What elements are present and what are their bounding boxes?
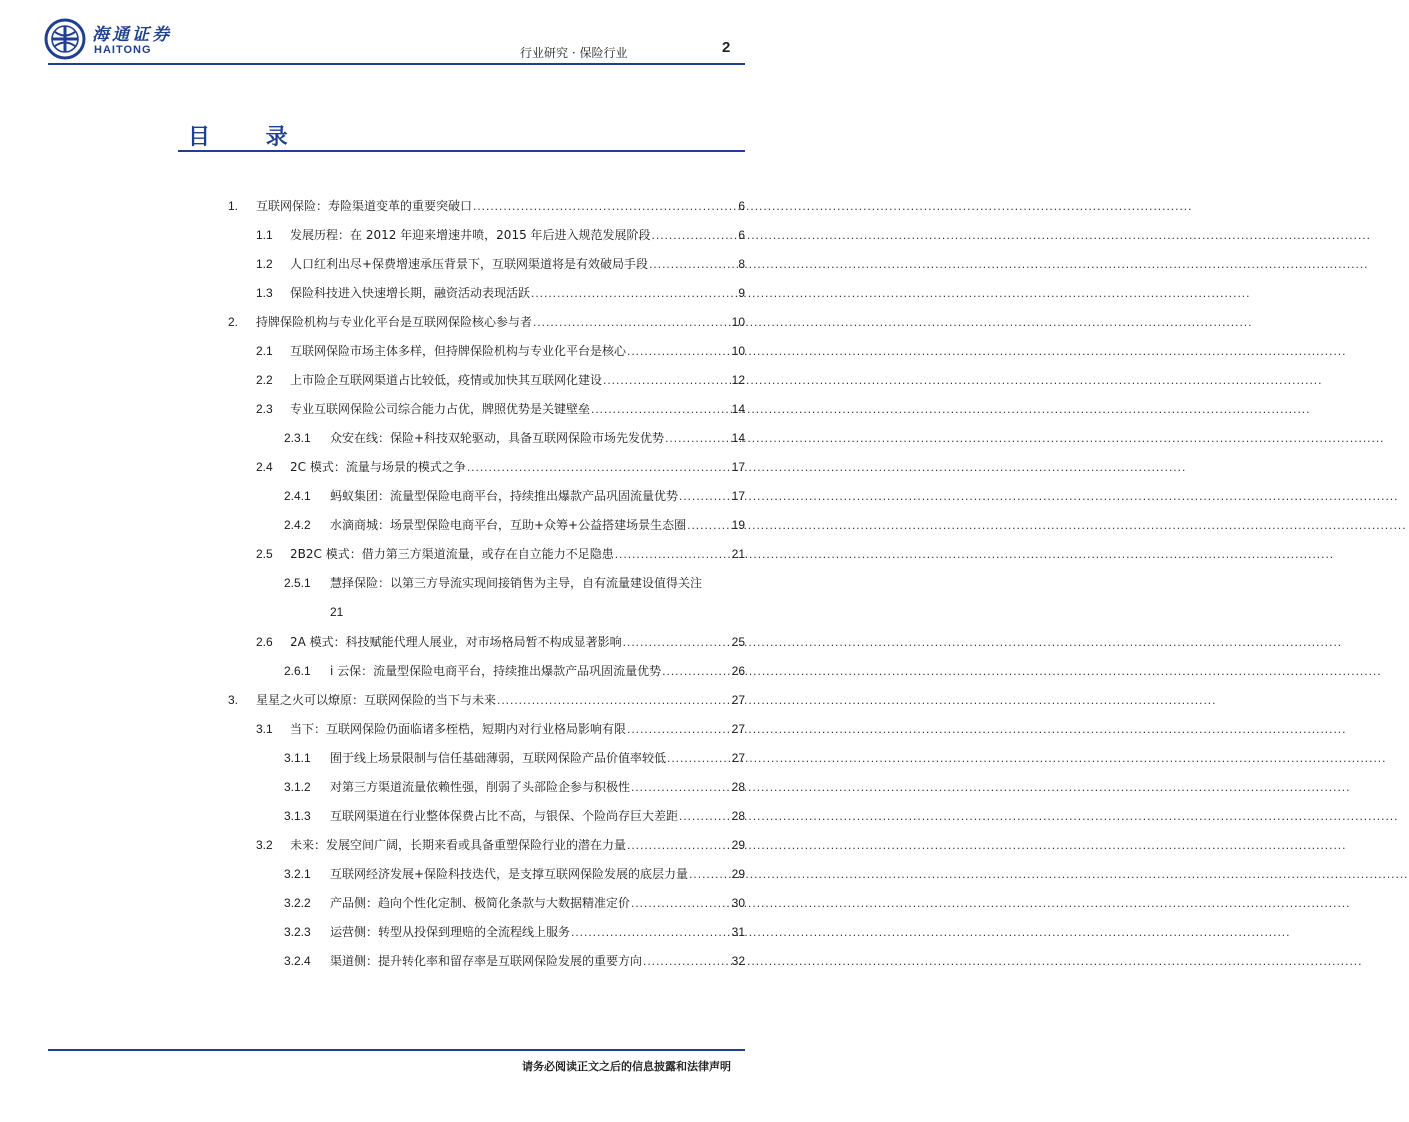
toc-entry-number: 2.1 [256, 344, 273, 358]
toc-entry[interactable] [256, 721, 745, 737]
toc-entry-text: 未来：发展空间广阔，长期来看或具备重塑保险行业的潜在力量 [290, 838, 627, 852]
toc-entry-page: 25 [731, 635, 745, 649]
toc-leader-dots [687, 517, 731, 533]
toc-entry-page: 6 [738, 199, 745, 213]
toc-leader-dots [643, 953, 731, 969]
toc-entry-text: 保险科技进入快速增长期，融资活动表现活跃 [290, 286, 531, 300]
toc-entry-number: 2.5 [256, 547, 273, 561]
toc-entry-page: 14 [731, 431, 745, 445]
footer-divider [48, 1049, 745, 1051]
toc-entry-text: 人口红利出尽+保费增速承压背景下，互联网渠道将是有效破局手段 [290, 257, 649, 271]
toc-leader-dots [615, 546, 731, 562]
toc-entry[interactable] [256, 343, 745, 359]
toc-entry-page: 27 [731, 722, 745, 736]
toc-entry-text: 星星之火可以燎原：互联网保险的当下与未来 [256, 693, 497, 707]
toc-entry-number: 1.2 [256, 257, 273, 271]
toc-entry-text: 慧择保险：以第三方导流实现间接销售为主导，自有流量建设值得关注 [330, 576, 703, 590]
toc-entry[interactable] [284, 750, 745, 766]
toc-entry-number: 2. [228, 315, 239, 329]
toc-leader-dots [467, 459, 731, 475]
toc-leader-dots [627, 721, 731, 737]
toc-entry-page: 19 [731, 518, 745, 532]
toc-entry[interactable] [256, 837, 745, 853]
toc-leader-dots [571, 924, 731, 940]
toc-entry-page: 9 [738, 286, 745, 300]
toc-entry-page[interactable]: 21 [330, 605, 344, 619]
toc-entry-page: 17 [731, 460, 745, 474]
toc-entry-number: 3.2.1 [284, 867, 311, 881]
toc-entry-text: 持牌保险机构与专业化平台是互联网保险核心参与者 [256, 315, 533, 329]
toc-entry-text: 运营侧：转型从投保到理赔的全流程线上服务 [330, 925, 571, 939]
toc-leader-dots [473, 198, 737, 214]
toc-entry-text: 2B2C 模式：借力第三方渠道流量，或存在自立能力不足隐患 [290, 547, 614, 561]
toc-entry-page: 29 [731, 867, 745, 881]
toc-leader-dots [533, 314, 731, 330]
toc-entry-page: 31 [731, 925, 745, 939]
toc-entry-page: 27 [731, 693, 745, 707]
toc-leader-dots [627, 343, 731, 359]
toc-entry[interactable] [228, 692, 745, 708]
toc-entry-text: 蚂蚁集团：流量型保险电商平台，持续推出爆款产品巩固流量优势 [330, 489, 679, 503]
toc-entry[interactable] [256, 401, 745, 417]
toc-leader-dots [531, 285, 737, 301]
toc-leader-dots [497, 692, 731, 708]
toc-leader-dots [623, 634, 731, 650]
page-number: 2 [722, 39, 731, 56]
toc-entry-number: 3. [228, 693, 239, 707]
toc-entry[interactable] [284, 663, 745, 679]
toc-title: 目 录 [188, 125, 312, 150]
toc-entry[interactable] [228, 198, 745, 214]
toc-leader-dots [631, 779, 731, 795]
toc-leader-dots [679, 808, 731, 824]
toc-entry-number: 2.4.1 [284, 489, 311, 503]
toc-leader-dots [662, 663, 730, 679]
toc-entry-number: 1. [228, 199, 239, 213]
toc-entry[interactable] [284, 779, 745, 795]
toc-entry-number: 2.6 [256, 635, 273, 649]
toc-entry-text: 互联网保险：寿险渠道变革的重要突破口 [256, 199, 473, 213]
toc-entry-page: 27 [731, 751, 745, 765]
toc-entry-text: 水滴商城：场景型保险电商平台，互助+众筹+公益搭建场景生态圈 [330, 518, 687, 532]
toc-entry[interactable] [256, 634, 745, 650]
toc-entry-page: 12 [731, 373, 745, 387]
toc-entry-page: 10 [731, 344, 745, 358]
toc-entry-number: 3.1.3 [284, 809, 311, 823]
toc-entry-text: 众安在线：保险+科技双轮驱动，具备互联网保险市场先发优势 [330, 431, 665, 445]
toc-leader-dots [649, 256, 737, 272]
toc-entry-number: 3.2.4 [284, 954, 311, 968]
toc-leader-dots [679, 488, 731, 504]
toc-entry-number: 3.1.2 [284, 780, 311, 794]
toc-entry-page: 14 [731, 402, 745, 416]
toc-entry[interactable] [284, 575, 745, 591]
toc-entry-number: 2.5.1 [284, 576, 311, 590]
logo-english-text: HAITONG [94, 44, 152, 56]
toc-entry[interactable] [256, 227, 745, 243]
toc-leader-dots [667, 750, 731, 766]
toc-leader-dots [665, 430, 731, 446]
toc-entry-number: 2.3 [256, 402, 273, 416]
toc-entry-text: 对第三方渠道流量依赖性强，削弱了头部险企参与积极性 [330, 780, 631, 794]
toc-entry-text: 互联网保险市场主体多样，但持牌保险机构与专业化平台是核心 [290, 344, 627, 358]
toc-entry-text: 互联网经济发展+保险科技迭代，是支撑互联网保险发展的底层力量 [330, 867, 689, 881]
toc-entry[interactable] [284, 953, 745, 969]
toc-entry[interactable] [284, 895, 745, 911]
toc-entry[interactable] [256, 256, 745, 272]
toc-entry[interactable] [284, 430, 745, 446]
toc-entry-page: 21 [731, 547, 745, 561]
toc-entry-text: 专业互联网保险公司综合能力占优，牌照优势是关键壁垒 [290, 402, 591, 416]
toc-leader-dots [631, 895, 731, 911]
toc-entry-page: 6 [738, 228, 745, 242]
toc-entry[interactable] [284, 808, 745, 824]
toc-entry[interactable] [256, 285, 745, 301]
toc-entry-number: 2.6.1 [284, 664, 311, 678]
toc-entry[interactable] [256, 372, 745, 388]
footer-disclaimer: 请务必阅读正文之后的信息披露和法律声明 [522, 1060, 731, 1073]
toc-entry[interactable] [284, 866, 745, 882]
toc-entry-number: 1.3 [256, 286, 273, 300]
toc-entry-page: 8 [738, 257, 745, 271]
toc-entry-page: 10 [731, 315, 745, 329]
toc-entry-number: 3.1.1 [284, 751, 311, 765]
toc-entry-text: 囿于线上场景限制与信任基础薄弱，互联网保险产品价值率较低 [330, 751, 667, 765]
toc-entry-page: 28 [731, 780, 745, 794]
toc-entry-text: 当下：互联网保险仍面临诸多桎梏，短期内对行业格局影响有限 [290, 722, 627, 736]
logo-chinese-text: 海通证券 [92, 25, 172, 45]
toc-entry[interactable] [284, 517, 745, 533]
report-category: 行业研究 · 保险行业 [520, 46, 628, 60]
toc-entry-text: 产品侧：趋向个性化定制、极简化条款与大数据精准定价 [330, 896, 631, 910]
toc-entry-text: 渠道侧：提升转化率和留存率是互联网保险发展的重要方向 [330, 954, 643, 968]
toc-entry-text: i 云保：流量型保险电商平台，持续推出爆款产品巩固流量优势 [330, 664, 662, 678]
toc-entry[interactable] [256, 459, 745, 475]
toc-entry-number: 3.1 [256, 722, 273, 736]
toc-entry-number: 2.2 [256, 373, 273, 387]
toc-entry-text: 发展历程：在 2012 年迎来增速井喷，2015 年后进入规范发展阶段 [290, 228, 651, 242]
toc-entry-text: 2A 模式：科技赋能代理人展业，对市场格局暂不构成显著影响 [290, 635, 622, 649]
toc-entry-page: 26 [731, 664, 745, 678]
toc-entry[interactable] [256, 546, 745, 562]
toc-entry-page: 28 [731, 809, 745, 823]
toc-entry-number: 1.1 [256, 228, 273, 242]
toc-entry[interactable] [284, 488, 745, 504]
toc-entry[interactable] [284, 924, 745, 940]
toc-entry-number: 3.2.3 [284, 925, 311, 939]
toc-entry-text: 2C 模式：流量与场景的模式之争 [290, 460, 466, 474]
toc-leader-dots [689, 866, 731, 882]
toc-entry-page: 17 [731, 489, 745, 503]
toc-entry[interactable] [228, 314, 745, 330]
toc-leader-dots [603, 372, 731, 388]
toc-leader-dots [627, 837, 731, 853]
toc-entry-page: 32 [731, 954, 745, 968]
toc-entry-number: 2.4 [256, 460, 273, 474]
toc-entry-text: 上市险企互联网渠道占比较低，疫情或加快其互联网化建设 [290, 373, 603, 387]
toc-leader-dots [591, 401, 731, 417]
toc-entry-text: 互联网渠道在行业整体保费占比不高，与银保、个险尚存巨大差距 [330, 809, 679, 823]
toc-entry-page: 30 [731, 896, 745, 910]
toc-entry-number: 3.2 [256, 838, 273, 852]
toc-entry-number: 2.4.2 [284, 518, 311, 532]
toc-entry-number: 3.2.2 [284, 896, 311, 910]
toc-leader-dots [652, 227, 738, 243]
toc-entry-page: 29 [731, 838, 745, 852]
toc-entry-number: 2.3.1 [284, 431, 311, 445]
